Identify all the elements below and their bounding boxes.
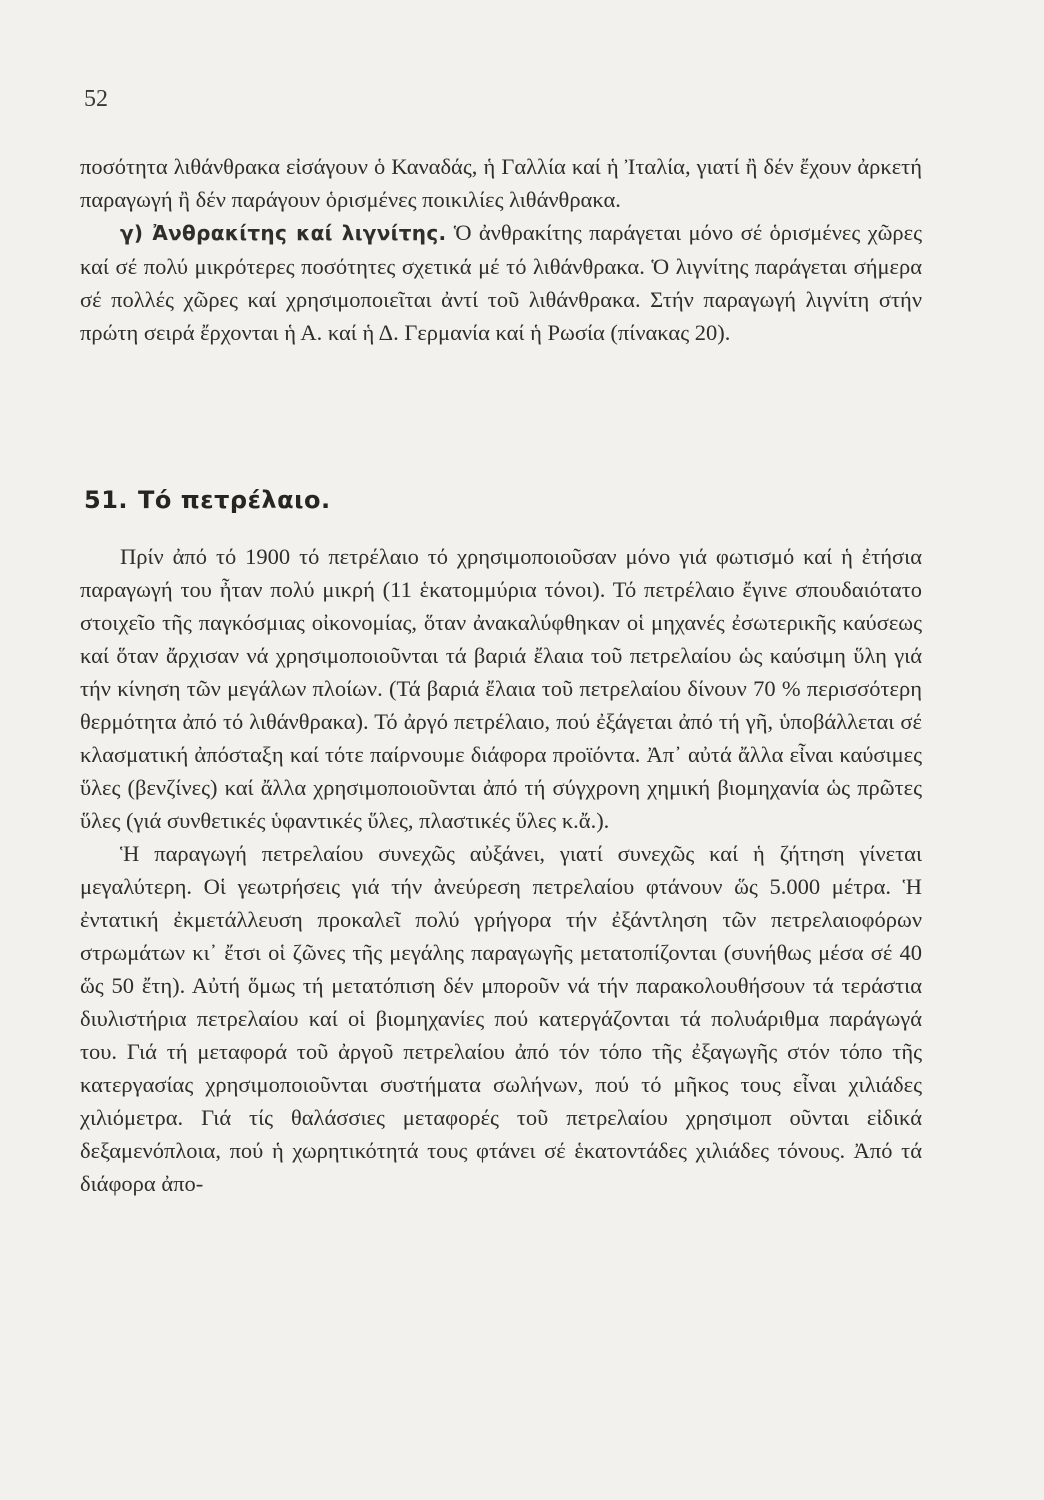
paragraph-anthracite-lignite	[80, 216, 922, 349]
text-block-main	[80, 540, 922, 1200]
section-heading	[84, 486, 331, 514]
text-block-top	[80, 150, 922, 349]
paragraph-petroleum-history: Πρίν ἀπό τό 1900 τό πετρέλαιο τό χρησιμοποιοῦσαν μόνο γιά φωτισμό καί ἡ ἐτήσια παραγωγή του ἦταν πολύ μικρή (11 ἑκατομμύρια τόνοι). Τό πετρέλαιο ἔγινε σπουδαιότατο στοιχεῖο τῆς παγκόσμιας οἰκονομίας, ὅταν ἀνακαλύφθηκαν οἱ μηχανές ἐσωτερικῆς καύσεως καί ὅταν ἄρχισαν νά χρησιμοποιοῦνται τά βαριά ἔλαια τοῦ πετρελαίου ὡς καύσιμη ὕλη γιά τήν κίνηση τῶν μεγάλων πλοίων. (Τά βαριά ἔλαια τοῦ πετρελαίου δίνουν 70 % περισσότερη θερμότητα ἀπό τό λιθάνθρακα). Τό ἀργό πετρέλαιο, πού ἐξάγεται ἀπό τή γῆ, ὑποβάλλεται σέ κλασματική ἀπόσταξη καί τότε παίρνουμε διάφορα προϊόντα. Ἀπ᾽ αὐτά ἄλλα εἶναι καύσιμες ὕλες (βενζίνες) καί ἄλλα χρησιμοποιοῦνται ἀπό τή σύγχρονη χημική βιομηχανία ὡς πρῶτες ὕλες (γιά συνθετικές ὑφαντικές ὕλες, πλαστικές ὕλες κ.ἄ.).	[80, 544, 922, 833]
paragraph-anthracite-text: Ὁ ἀνθρακίτης παράγεται μόνο σέ ὁρισμένες χῶρες καί σέ πολύ μικρότερες ποσότητες σχετικά μέ τό λιθάνθρακα. Ὁ λιγνίτης παράγεται σήμερα σέ πολλές χῶρες καί χρησιμοποιεῖται ἀντί τοῦ λιθάνθρακα. Στήν παραγωγή λιγνίτη στήν πρώτη σειρά ἔρχονται ἡ Α. καί ἡ Δ. Γερμανία καί ἡ Ρωσία (πίνακας 20).	[80, 220, 922, 345]
section-number: 51.	[84, 486, 129, 514]
paragraph-petroleum-production: Ἡ παραγωγή πετρελαίου συνεχῶς αὐξάνει, γιατί συνεχῶς καί ἡ ζήτηση γίνεται μεγαλύτερη. Οἱ γεωτρήσεις γιά τήν ἀνεύρεση πετρελαίου φτάνουν ὥς 5.000 μέτρα. Ἡ ἐντατική ἐκμετάλλευση προκαλεῖ πολύ γρήγορα τήν ἐξάντληση τῶν πετρελαιοφόρων στρωμάτων κι᾽ ἔτσι οἱ ζῶνες τῆς μεγάλης παραγωγῆς μετατοπίζονται (συνήθως μέσα σέ 40 ὥς 50 ἔτη). Αὐτή ὅμως τή μετατόπιση δέν μποροῦν νά τήν παρακολουθήσουν τά τεράστια διυλιστήρια πετρελαίου καί οἱ βιομηχανίες πού κατεργάζονται τά πολυάριθμα παράγωγά του. Γιά τή μεταφορά τοῦ ἀργοῦ πετρελαίου ἀπό τόν τόπο τῆς ἐξαγωγῆς στόν τόπο τῆς κατεργασίας χρησιμοποιοῦνται συστήματα σωλήνων, πού τό μῆκος τους εἶναι χιλιάδες χιλιόμετρα. Γιά τίς θαλάσσιες μεταφορές τοῦ πετρελαίου χρησιμοπ οῦνται εἰδικά δεξαμενόπλοια, πού ἡ χωρητικότητά τους φτάνει σέ ἑκατοντάδες χιλιάδες τόνους. Ἀπό τά διάφορα ἀπο-	[80, 841, 922, 1196]
page-number: 52	[84, 86, 108, 112]
subsection-heading: γ) Ἀνθρακίτης καί λιγνίτης.	[120, 221, 447, 245]
paragraph-coal-imports: ποσότητα λιθάνθρακα εἰσάγουν ὁ Καναδάς, ἡ Γαλλία καί ἡ Ἰταλία, γιατί ἢ δέν ἔχουν ἀρκετή παραγωγή ἢ δέν παράγουν ὁρισμένες ποικιλίες λιθάνθρακα.	[80, 154, 922, 212]
section-title: Τό πετρέλαιο.	[138, 486, 331, 514]
